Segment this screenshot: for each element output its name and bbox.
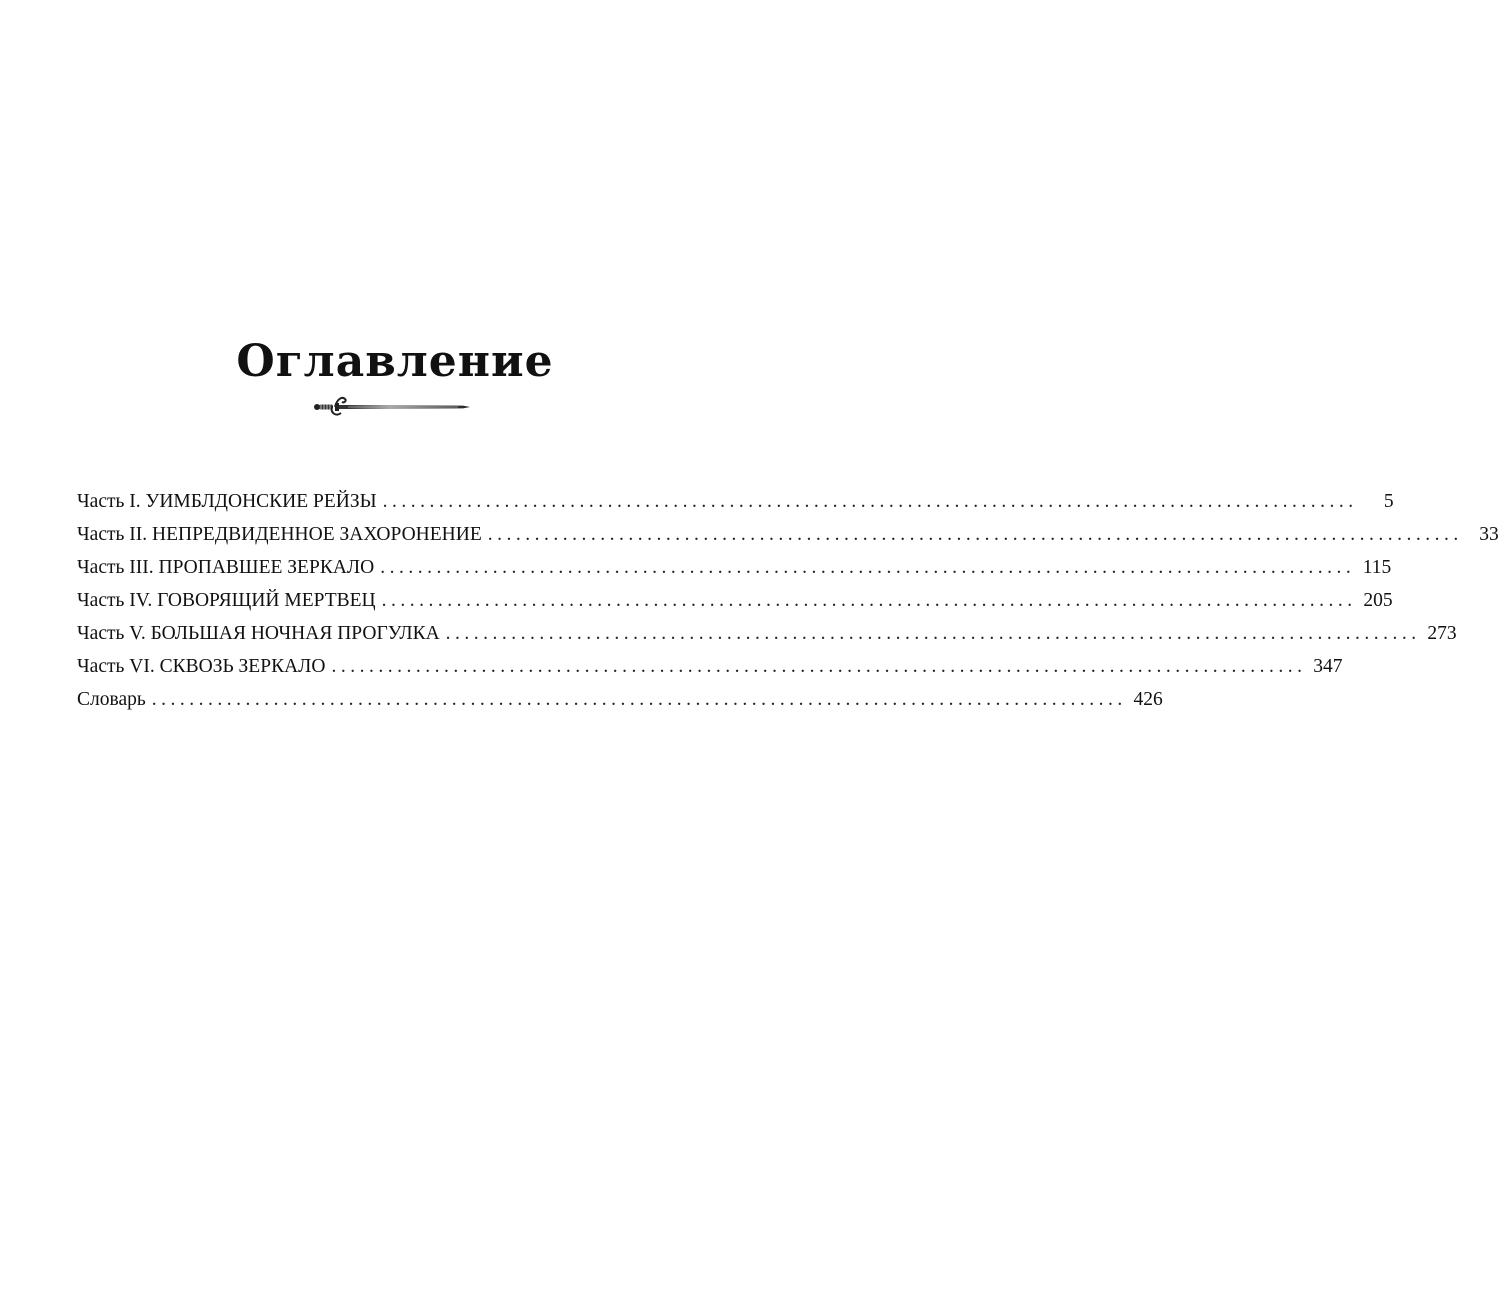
- toc-dot-leader: ........................................................................................................: [381, 590, 1357, 611]
- toc-dot-leader: ........................................................................................................: [331, 656, 1307, 677]
- toc-dot-leader: ........................................................................................................: [382, 491, 1358, 512]
- toc-entry[interactable]: [77, 683, 1163, 716]
- toc-entry[interactable]: [77, 584, 1393, 617]
- toc-dot-leader: ........................................................................................................: [151, 689, 1127, 710]
- toc-entry[interactable]: [77, 551, 1392, 584]
- toc-entry[interactable]: [77, 518, 1499, 551]
- toc-entry-page-number: 115: [1362, 557, 1392, 578]
- table-of-contents: [77, 485, 1499, 716]
- toc-entry-page-number: 273: [1427, 623, 1457, 644]
- toc-entry-title: Словарь: [77, 689, 146, 710]
- toc-entry-title: Часть V. БОЛЬШАЯ НОЧНАЯ ПРОГУЛКА: [77, 623, 440, 644]
- toc-dot-leader: ........................................................................................................: [445, 623, 1421, 644]
- toc-entry-title: Часть VI. СКВОЗЬ ЗЕРКАЛО: [77, 656, 326, 677]
- toc-entry[interactable]: [77, 617, 1457, 650]
- toc-entry-page-number: 347: [1313, 656, 1343, 677]
- toc-entry-page-number: 205: [1363, 590, 1393, 611]
- toc-dot-leader: ........................................................................................................: [487, 524, 1463, 545]
- page-title: Оглавление: [236, 336, 554, 387]
- toc-entry-page-number: 5: [1383, 491, 1394, 512]
- toc-entry-title: Часть I. УИМБЛДОНСКИЕ РЕЙЗЫ: [77, 491, 377, 512]
- toc-entry-page-number: 33: [1479, 524, 1499, 545]
- toc-entry-title: Часть III. ПРОПАВШЕЕ ЗЕРКАЛО: [77, 557, 375, 578]
- toc-dot-leader: ........................................................................................................: [380, 557, 1356, 578]
- toc-entry[interactable]: [77, 650, 1343, 683]
- toc-entry-title: Часть IV. ГОВОРЯЩИЙ МЕРТВЕЦ: [77, 590, 376, 611]
- toc-entry-title: Часть II. НЕПРЕДВИДЕННОЕ ЗАХОРОНЕНИЕ: [77, 524, 482, 545]
- toc-entry[interactable]: [77, 485, 1394, 518]
- sword-ornament-icon: [308, 393, 473, 421]
- toc-entry-page-number: 426: [1133, 689, 1163, 710]
